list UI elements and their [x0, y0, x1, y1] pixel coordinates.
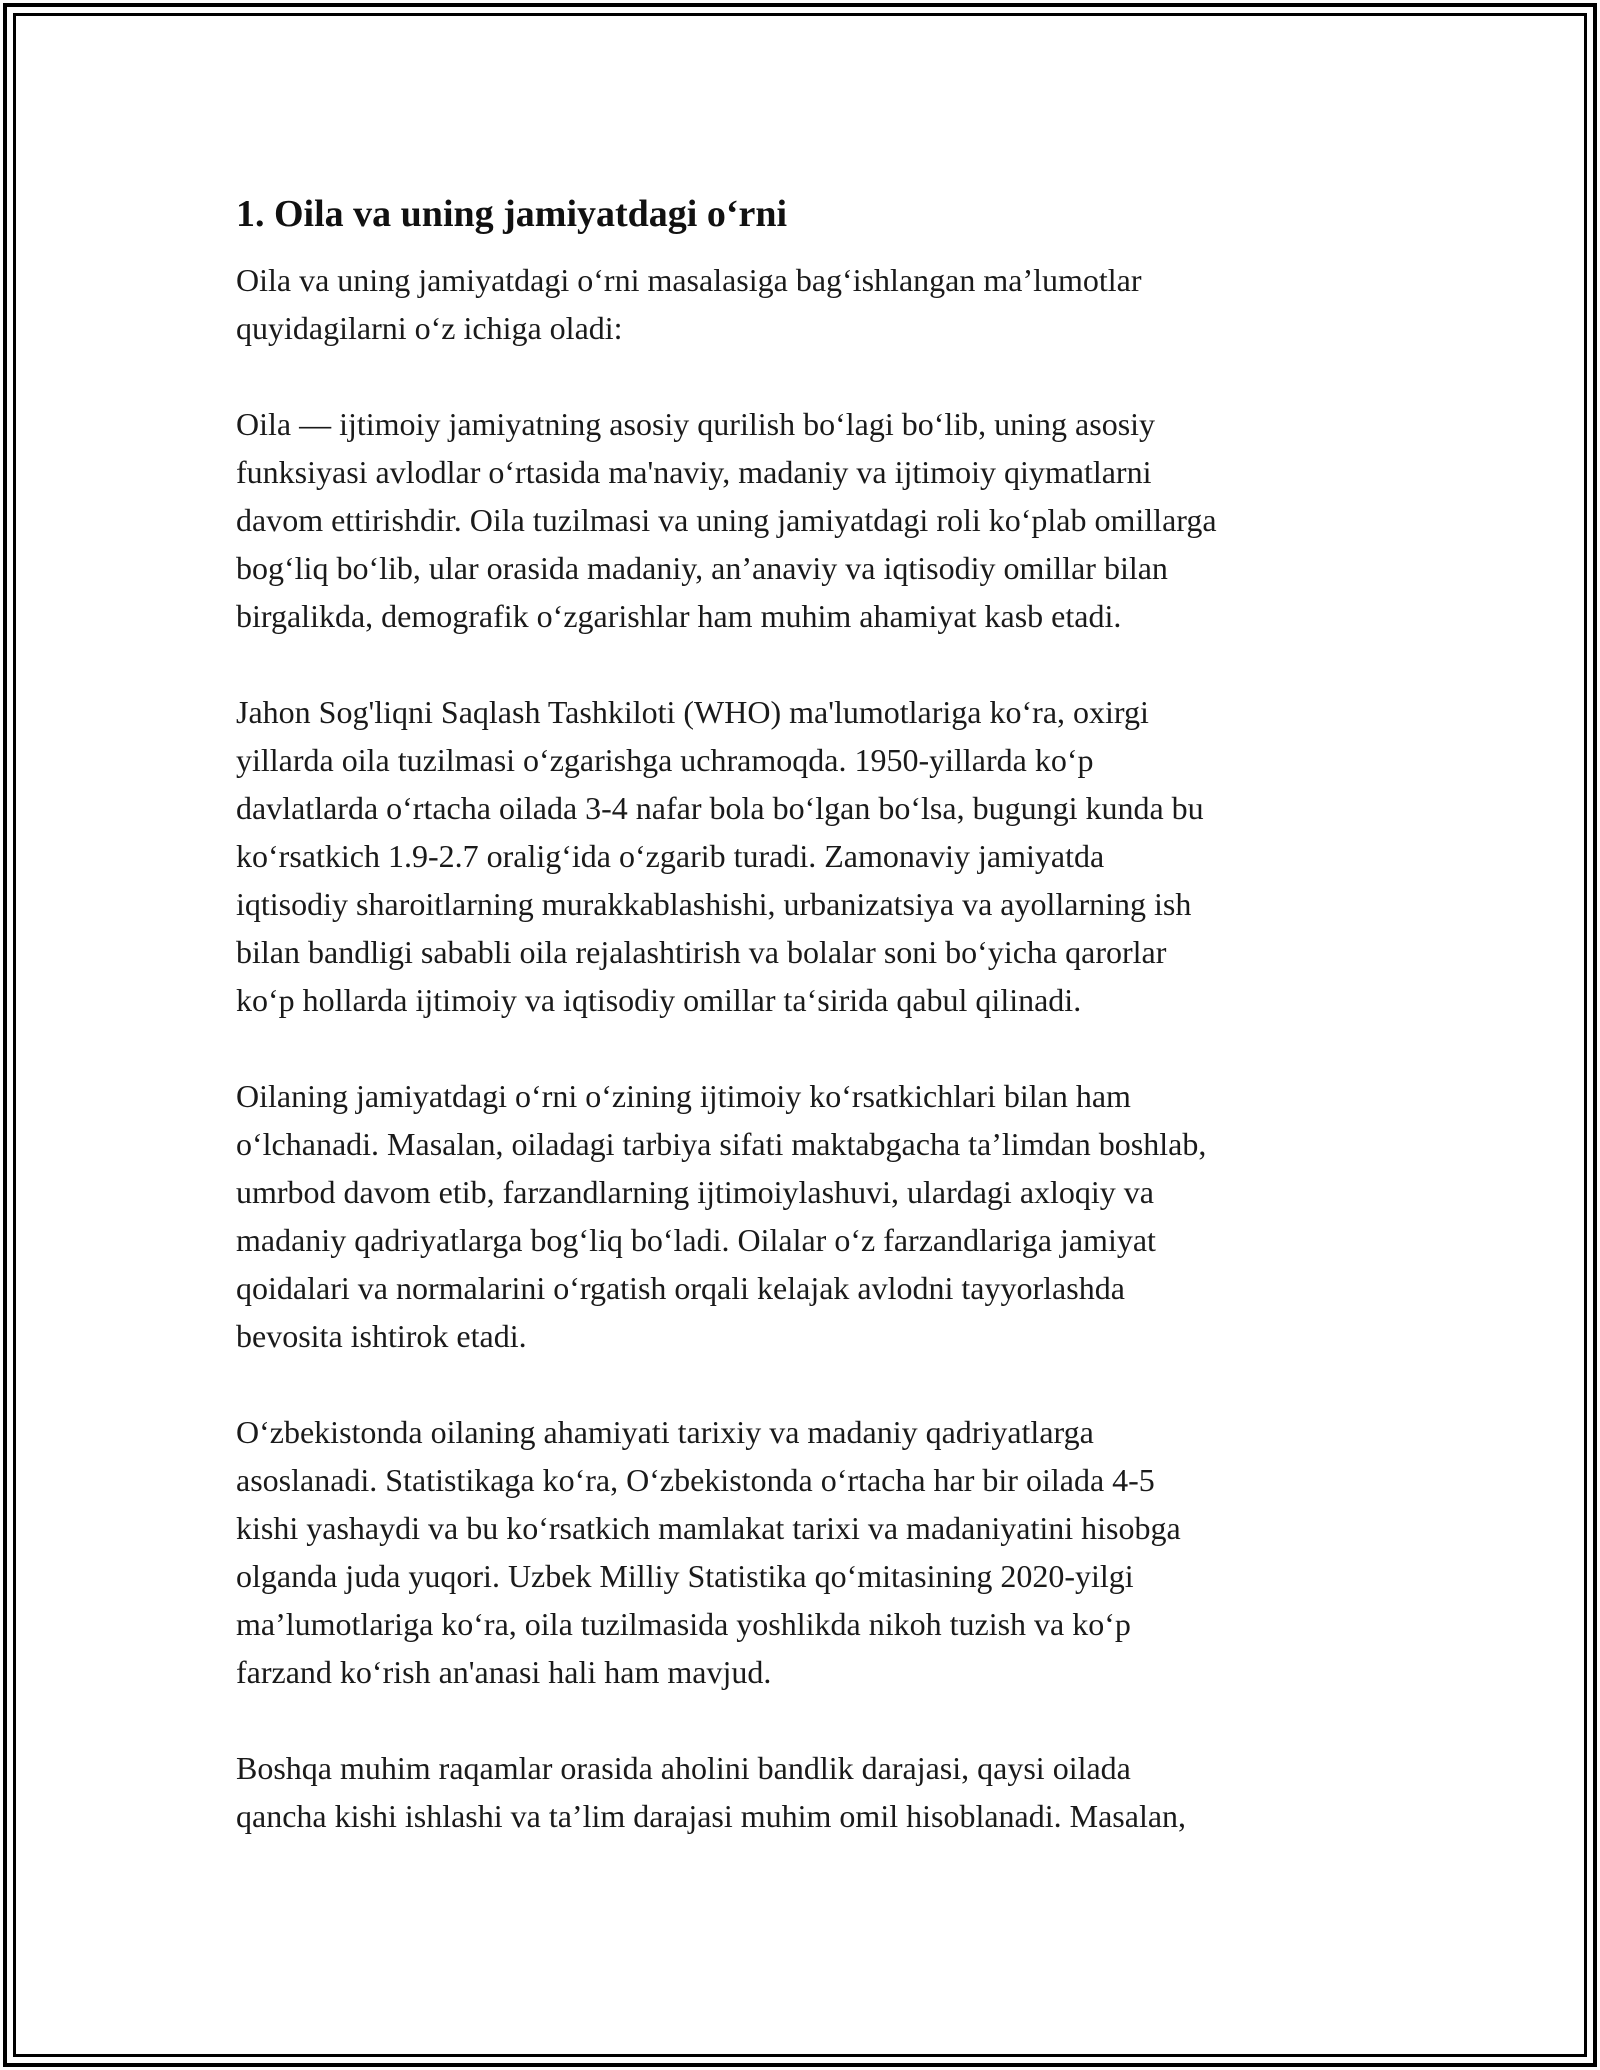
document-body [236, 186, 1372, 1840]
paragraph-other-figures: Boshqa muhim raqamlar orasida aholini bandlik darajasi, qaysi oilada qancha kishi ishlashi va ta’lim darajasi muhim omil hisoblanadi. Masalan, [236, 1750, 1187, 1834]
paragraph-uzbekistan: O‘zbekistonda oilaning ahamiyati tarixiy va madaniy qadriyatlarga asoslanadi. Statistikaga ko‘ra, O‘zbekistonda o‘rtacha har bir oilada 4-5 kishi yashaydi va bu ko‘rsatkich mamlakat tarixi va madaniyatini hisobga olganda juda yuqori. Uzbek Milliy Statistika qo‘mitasining 2020-yilgi ma’lumotlariga ko‘ra, oila tuzilmasida yoshlikda nikoh tuzish va ko‘p farzand ko‘rish an'anasi hali ham mavjud. [236, 1414, 1181, 1690]
paragraph-family-definition: Oila — ijtimoiy jamiyatning asosiy qurilish bo‘lagi bo‘lib, uning asosiy funksiyasi avlodlar o‘rtasida ma'naviy, madaniy va ijtimoiy qiymatlarni davom ettirishdir. Oila tuzilmasi va uning jamiyatdagi roli ko‘plab omillarga bog‘liq bo‘lib, ular orasida madaniy, an’anaviy va iqtisodiy omillar bilan birgalikda, demografik o‘zgarishlar ham muhim ahamiyat kasb etadi. [236, 406, 1217, 634]
section-heading: 1. Oila va uning jamiyatdagi o‘rni [236, 193, 788, 235]
paragraph-social-role: Oilaning jamiyatdagi o‘rni o‘zining ijtimoiy ko‘rsatkichlari bilan ham o‘lchanadi. Masalan, oiladagi tarbiya sifati maktabgacha ta’limdan boshlab, umrbod davom etib, farzandlarning ijtimoiylashuvi, ulardagi axloqiy va madaniy qadriyatlarga bog‘liq bo‘ladi. Oilalar o‘z farzandlariga jamiyat qoidalari va normalarini o‘rgatish orqali kelajak avlodni tayyorlashda bevosita ishtirok etadi. [236, 1078, 1207, 1354]
paragraph-intro: Oila va uning jamiyatdagi o‘rni masalasiga bag‘ishlangan ma’lumotlar quyidagilarni o‘z ichiga oladi: [236, 262, 1142, 346]
paragraph-who-data: Jahon Sog'liqni Saqlash Tashkiloti (WHO) ma'lumotlariga ko‘ra, oxirgi yillarda oila tuzilmasi o‘zgarishga uchramoqda. 1950-yillarda ko‘p davlatlarda o‘rtacha oilada 3-4 nafar bola bo‘lgan bo‘lsa, bugungi kunda bu ko‘rsatkich 1.9-2.7 oralig‘ida o‘zgarib turadi. Zamonaviy jamiyatda iqtisodiy sharoitlarning murakkablashishi, urbanizatsiya va ayollarning ish bilan bandligi sababli oila rejalashtirish va bolalar soni bo‘yicha qarorlar ko‘p hollarda ijtimoiy va iqtisodiy omillar ta‘sirida qabul qilinadi. [236, 694, 1204, 1018]
